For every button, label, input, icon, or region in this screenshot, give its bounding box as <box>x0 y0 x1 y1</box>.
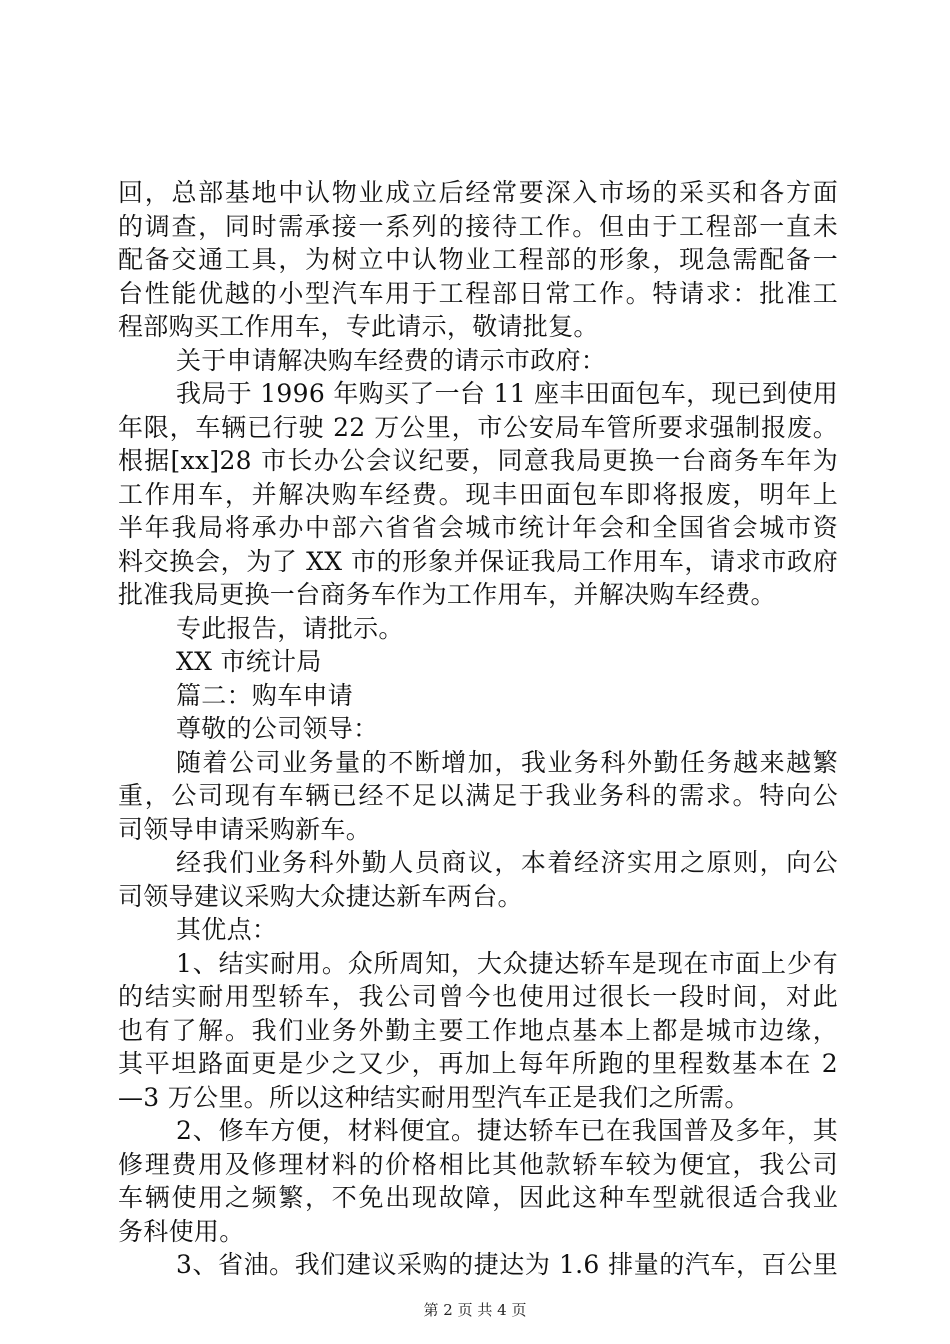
text-line: 工作用车，并解决购车经费。现丰田面包车即将报废，明年上 <box>118 479 838 509</box>
text-line: 其优点： <box>176 915 278 944</box>
text-line: 司领导建议采购大众捷达新车两台。 <box>118 881 523 911</box>
text-line: 专此报告，请批示。 <box>176 613 404 643</box>
text-line: 料交换会，为了 XX 市的形象并保证我局工作用车，请求市政府 <box>118 546 838 576</box>
text-line: 回，总部基地中认物业成立后经常要深入市场的采买和各方面 <box>118 178 838 207</box>
text-line: 尊敬的公司领导： <box>176 714 379 743</box>
text-line: 年限，车辆已行驶 22 万公里，市公安局车管所要求强制报废。 <box>118 412 838 442</box>
document-body <box>118 176 838 1282</box>
text-line: 车辆使用之频繁，不免出现故障，因此这种车型就很适合我业 <box>118 1183 838 1212</box>
text-line: 3、省油。我们建议采购的捷达为 1.6 排量的汽车，百公里 <box>176 1250 838 1279</box>
text-line: 根据[xx]28 市长办公会议纪要，同意我局更换一台商务车年为 <box>118 446 838 475</box>
text-line: 经我们业务科外勤人员商议，本着经济实用之原则，向公 <box>176 848 838 877</box>
page-footer: 第 2 页 共 4 页 <box>423 1301 527 1319</box>
text-line: 半年我局将承办中部六省省会城市统计年会和全国省会城市资 <box>118 513 838 542</box>
text-line: XX 市统计局 <box>176 647 322 676</box>
text-line: 的结实耐用型轿车，我公司曾今也使用过很长一段时间，对此 <box>118 982 838 1011</box>
text-line: 关于申请解决购车经费的请示市政府： <box>176 345 607 375</box>
text-line: 程部购买工作用车，专此请示，敬请批复。 <box>118 312 599 341</box>
text-line: 1、结实耐用。众所周知，大众捷达轿车是现在市面上少有 <box>176 948 838 978</box>
text-line: 其平坦路面更是少之又少，再加上每年所跑的里程数基本在 2 <box>118 1049 838 1078</box>
text-line: 修理费用及修理材料的价格相比其他款轿车较为便宜，我公司 <box>118 1149 838 1179</box>
text-line: 配备交通工具，为树立中认物业工程部的形象，现急需配备一 <box>118 245 838 274</box>
text-line: —3 万公里。所以这种结实耐用型汽车正是我们之所需。 <box>118 1082 750 1112</box>
text-line: 2、修车方便，材料便宜。捷达轿车已在我国普及多年，其 <box>176 1116 838 1145</box>
text-line: 务科使用。 <box>118 1216 245 1246</box>
text-line: 随着公司业务量的不断增加，我业务科外勤任务越来越繁 <box>176 747 838 777</box>
text-line: 也有了解。我们业务外勤主要工作地点基本上都是城市边缘， <box>118 1015 838 1045</box>
text-line: 我局于 1996 年购买了一台 11 座丰田面包车，现已到使用 <box>176 379 838 408</box>
text-line: 的调查，同时需承接一系列的接待工作。但由于工程部一直未 <box>118 211 838 241</box>
text-line: 篇二：购车申请 <box>176 680 354 710</box>
text-line: 批准我局更换一台商务车作为工作用车，并解决购车经费。 <box>118 580 776 609</box>
text-line: 重，公司现有车辆已经不足以满足于我业务科的需求。特向公 <box>118 781 838 810</box>
text-line: 司领导申请采购新车。 <box>118 814 372 844</box>
text-line: 台性能优越的小型汽车用于工程部日常工作。特请求：批准工 <box>118 278 838 308</box>
